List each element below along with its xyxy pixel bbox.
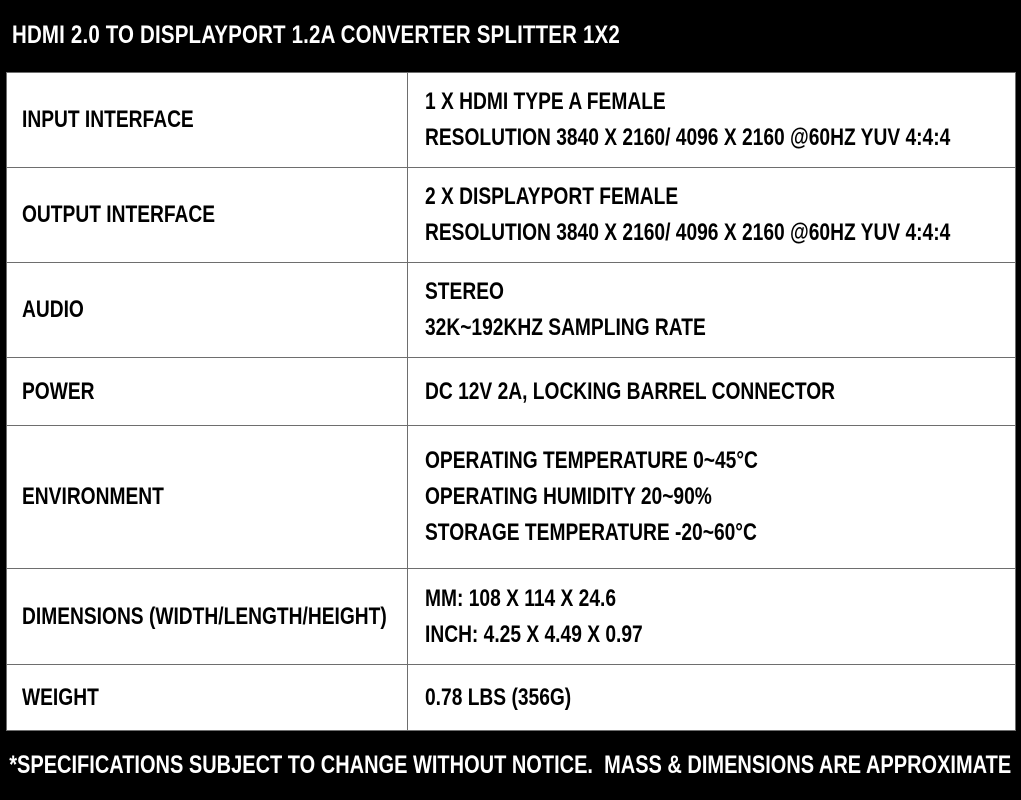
spec-value-line: RESOLUTION 3840 X 2160/ 4096 X 2160 @60HZ YUV 4:4:4 [425,219,951,246]
spec-value-line: STEREO [425,278,504,305]
spec-label: OUTPUT INTERFACE [22,201,216,228]
table-row-weight [7,665,1016,731]
spec-value-line: OPERATING HUMIDITY 20~90% [425,483,712,510]
spec-label: ENVIRONMENT [22,483,164,510]
spec-label: POWER [22,377,95,405]
spec-label: WEIGHT [22,683,99,711]
spec-label: INPUT INTERFACE [22,106,194,133]
table-row-dimensions [7,569,1016,665]
spec-value-cell [408,665,1016,731]
spec-label-cell [7,358,408,426]
spec-value-line: MM: 108 X 114 X 24.6 [425,584,617,612]
table-row-audio [7,263,1016,358]
spec-label-cell [7,263,408,358]
spec-value-line: INCH: 4.25 X 4.49 X 0.97 [425,620,643,648]
table-row-output-interface [7,168,1016,263]
spec-label-cell [7,168,408,263]
table-row-power [7,358,1016,426]
table-row-environment [7,426,1016,569]
spec-value-cell [408,263,1016,358]
spec-label: DIMENSIONS (WIDTH/LENGTH/HEIGHT) [22,602,387,630]
spec-value-cell [408,73,1016,168]
spec-label-cell [7,426,408,569]
spec-table [6,72,1016,731]
page-title: HDMI 2.0 TO DISPLAYPORT 1.2A CONVERTER SPLITTER 1X2 [12,20,620,49]
spec-label-cell [7,73,408,168]
spec-value-line: DC 12V 2A, LOCKING BARREL CONNECTOR [425,377,836,405]
spec-value-line: 0.78 LBS (356G) [425,683,572,711]
spec-value-line: 32K~192KHZ SAMPLING RATE [425,314,706,341]
spec-value-line: OPERATING TEMPERATURE 0~45°C [425,447,758,474]
spec-value-line: RESOLUTION 3840 X 2160/ 4096 X 2160 @60HZ YUV 4:4:4 [425,124,951,151]
spec-label-cell [7,569,408,665]
spec-label-cell [7,665,408,731]
spec-value-cell [408,168,1016,263]
spec-value-cell [408,426,1016,569]
spec-value-line: 1 X HDMI TYPE A FEMALE [425,88,666,115]
spec-value-cell [408,358,1016,426]
spec-label: AUDIO [22,296,84,323]
title-bar [0,0,1021,70]
footer-bar [0,730,1021,800]
spec-value-line: 2 X DISPLAYPORT FEMALE [425,183,679,210]
spec-value-line: STORAGE TEMPERATURE -20~60°C [425,519,757,546]
footer-disclaimer: *SPECIFICATIONS SUBJECT TO CHANGE WITHOUT NOTICE. MASS & DIMENSIONS ARE APPROXIMATE [9,750,1012,779]
spec-value-cell [408,569,1016,665]
table-row-input-interface [7,73,1016,168]
